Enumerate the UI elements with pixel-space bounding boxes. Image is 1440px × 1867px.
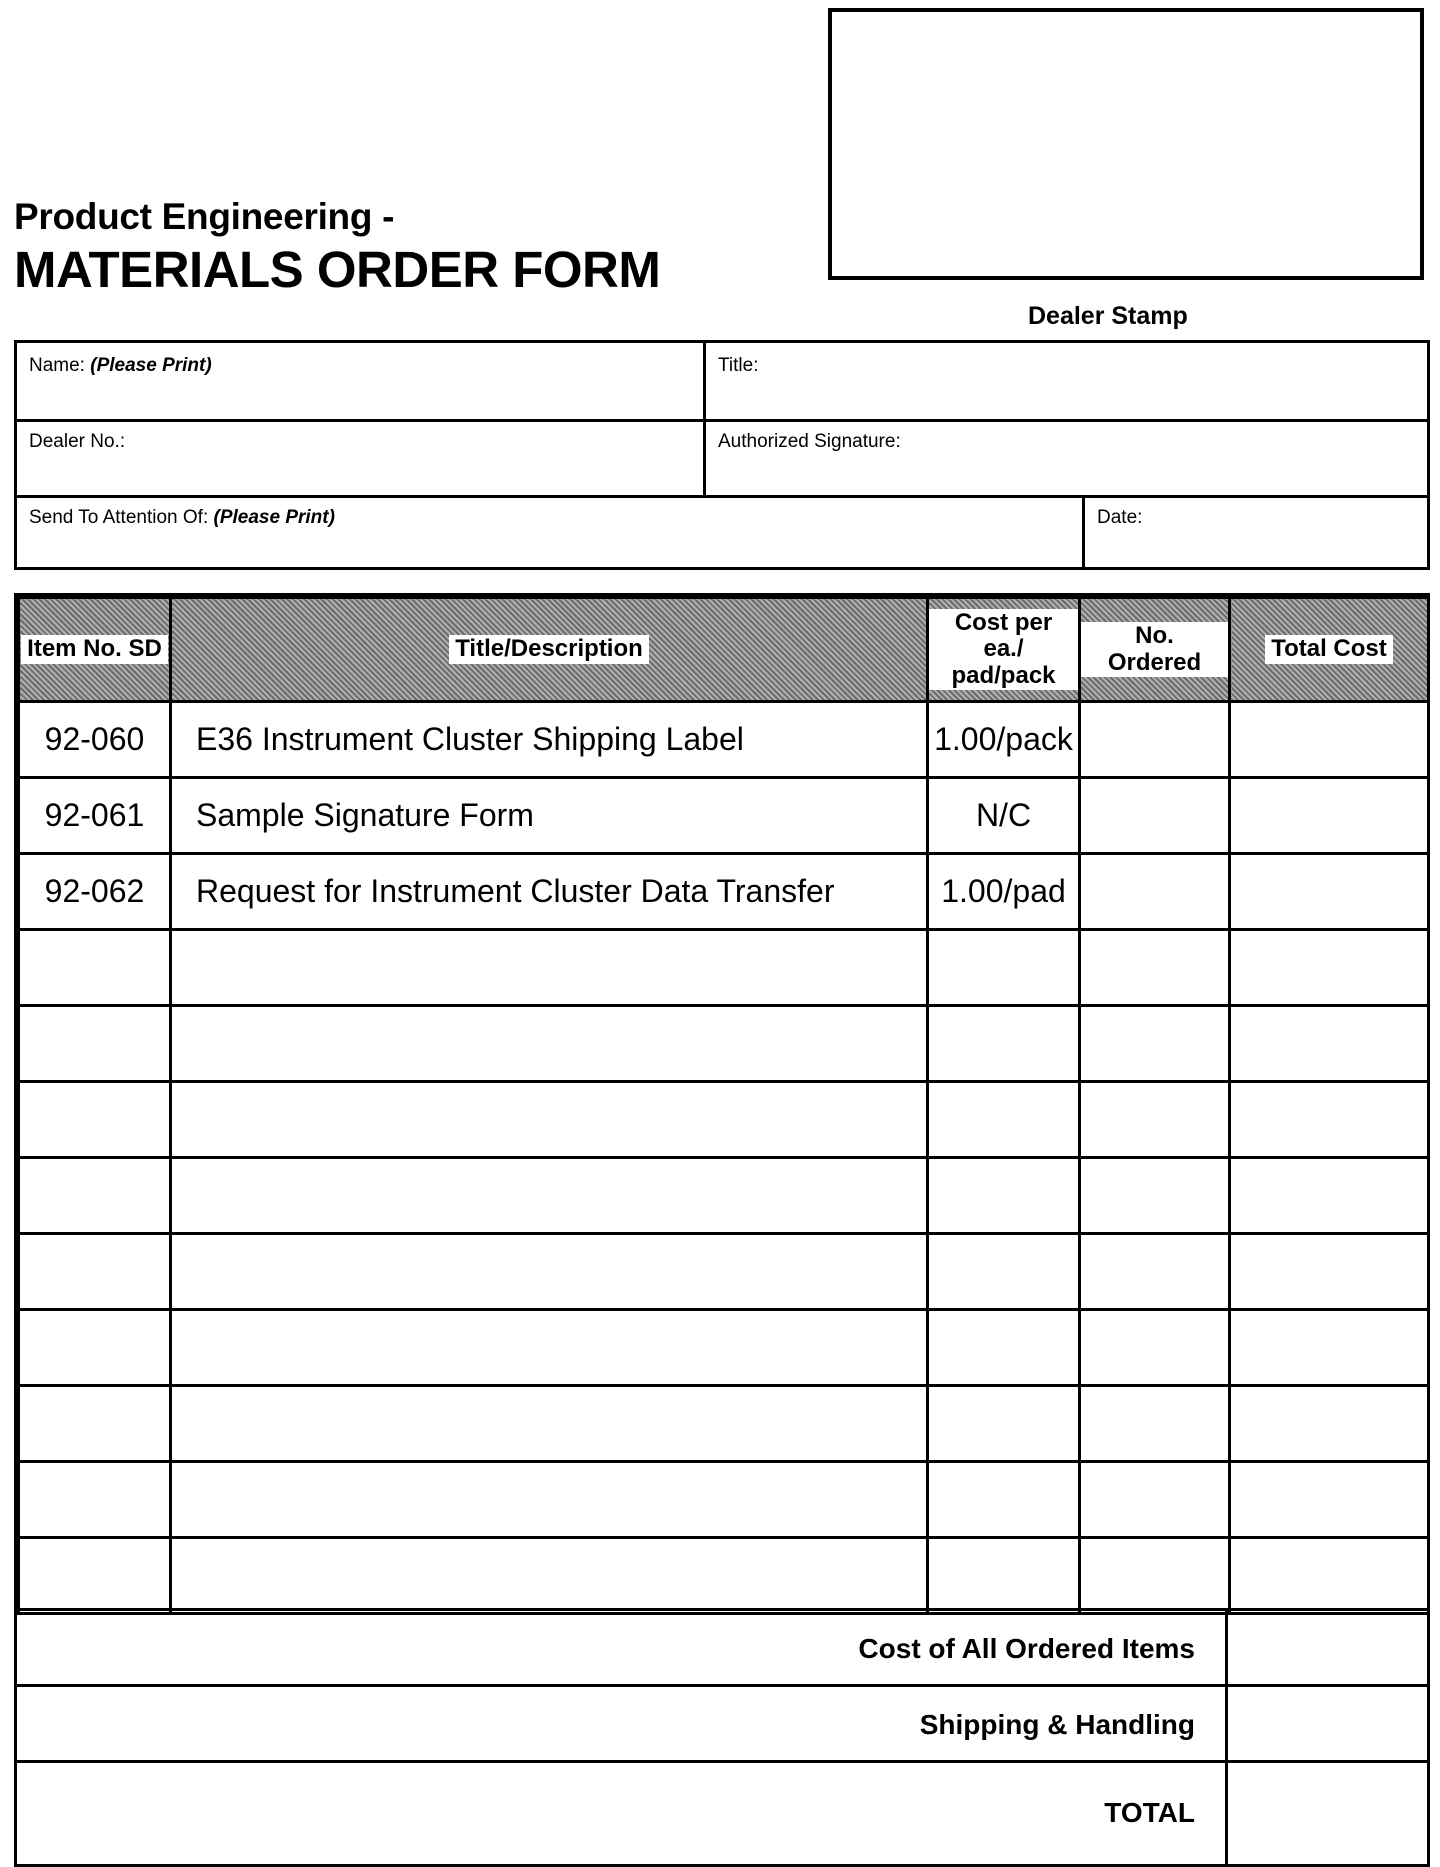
table-row [19,1462,1429,1538]
total-cost-cell[interactable] [1230,1006,1429,1082]
summary-total [17,1760,1427,1864]
authorized-signature-label: Authorized Signature: [718,431,901,452]
department-title: Product Engineering - [14,196,395,237]
no-ordered-cell[interactable] [1080,1538,1230,1614]
total-cost-cell[interactable] [1230,854,1429,930]
date-label: Date: [1097,507,1143,528]
total-cost-cell[interactable] [1230,1538,1429,1614]
total-label: TOTAL [1104,1797,1195,1828]
cost-cell: 1.00/pad [928,854,1080,930]
description-cell [171,1082,928,1158]
description-cell: Sample Signature Form [171,778,928,854]
attention-hint: (Please Print) [213,507,335,528]
header-item-no: Item No. SD [19,598,171,702]
no-ordered-cell[interactable] [1080,1234,1230,1310]
item-number-cell [19,1082,171,1158]
description-cell: E36 Instrument Cluster Shipping Label [171,702,928,778]
description-cell [171,1538,928,1614]
summary-shipping [17,1684,1427,1760]
item-number-cell [19,1386,171,1462]
total-cost-cell[interactable] [1230,702,1429,778]
cost-cell [928,1082,1080,1158]
table-row [19,778,1429,854]
header-cost: Cost per ea./ pad/pack [928,598,1080,702]
attention-field[interactable] [17,495,1082,567]
authorized-signature-field[interactable] [703,419,1427,495]
item-number-cell: 92-060 [19,702,171,778]
cost-cell [928,1386,1080,1462]
header-no-ordered: No. Ordered [1080,598,1230,702]
total-cost-cell[interactable] [1230,778,1429,854]
contact-info-section [14,340,1430,570]
title-field[interactable] [703,343,1427,419]
description-cell [171,1310,928,1386]
total-cost-cell[interactable] [1230,930,1429,1006]
no-ordered-cell[interactable] [1080,930,1230,1006]
title-label: Title: [718,355,759,376]
item-number-cell [19,930,171,1006]
no-ordered-cell[interactable] [1080,1082,1230,1158]
cost-cell [928,930,1080,1006]
item-number-cell [19,1158,171,1234]
no-ordered-cell[interactable] [1080,778,1230,854]
shipping-value-cell[interactable] [1225,1687,1228,1760]
no-ordered-cell[interactable] [1080,1310,1230,1386]
table-row [19,1006,1429,1082]
cost-cell [928,1538,1080,1614]
cost-cell [928,1234,1080,1310]
info-row-name [17,343,1427,422]
cost-cell [928,1462,1080,1538]
no-ordered-cell[interactable] [1080,854,1230,930]
order-items-table [14,593,1430,1867]
item-number-cell [19,1310,171,1386]
description-cell [171,1158,928,1234]
dealer-number-field[interactable] [17,419,703,495]
dealer-stamp-label: Dealer Stamp [1028,302,1188,330]
total-cost-cell[interactable] [1230,1310,1429,1386]
form-title [14,196,660,299]
attention-label: Send To Attention Of: [29,507,209,528]
total-cost-cell[interactable] [1230,1386,1429,1462]
header-total-cost: Total Cost [1230,598,1429,702]
cost-cell: 1.00/pack [928,702,1080,778]
dealer-number-label: Dealer No.: [29,431,126,452]
description-cell [171,1006,928,1082]
name-hint: (Please Print) [90,355,212,376]
form-heading: MATERIALS ORDER FORM [14,241,661,298]
total-cost-cell[interactable] [1230,1082,1429,1158]
description-cell: Request for Instrument Cluster Data Transfer [171,854,928,930]
dealer-stamp-box [828,8,1424,280]
info-row-dealer [17,419,1427,498]
table-row [19,1158,1429,1234]
table-row [19,854,1429,930]
no-ordered-cell[interactable] [1080,1006,1230,1082]
table-row [19,702,1429,778]
table-header-row [19,598,1429,702]
cost-cell: N/C [928,778,1080,854]
summary-cost-all [17,1608,1427,1684]
description-cell [171,930,928,1006]
table-row [19,930,1429,1006]
item-number-cell: 92-062 [19,854,171,930]
cost-cell [928,1158,1080,1234]
shipping-label: Shipping & Handling [919,1709,1195,1740]
cost-all-label: Cost of All Ordered Items [858,1633,1195,1664]
no-ordered-cell[interactable] [1080,1462,1230,1538]
date-field[interactable] [1082,495,1427,567]
total-cost-cell[interactable] [1230,1158,1429,1234]
name-field[interactable] [17,343,703,419]
total-value-cell[interactable] [1225,1763,1228,1864]
table-row [19,1538,1429,1614]
cost-cell [928,1006,1080,1082]
description-cell [171,1386,928,1462]
item-number-cell [19,1006,171,1082]
total-cost-cell[interactable] [1230,1234,1429,1310]
table-row [19,1310,1429,1386]
info-row-attention [17,495,1427,567]
description-cell [171,1462,928,1538]
name-label: Name: [29,355,85,376]
item-number-cell [19,1538,171,1614]
cost-all-value-cell[interactable] [1225,1611,1228,1684]
description-cell [171,1234,928,1310]
cost-cell [928,1310,1080,1386]
no-ordered-cell[interactable] [1080,1158,1230,1234]
table-row [19,1234,1429,1310]
table-row [19,1082,1429,1158]
no-ordered-cell[interactable] [1080,1386,1230,1462]
items-grid [17,596,1430,1615]
item-number-cell [19,1462,171,1538]
no-ordered-cell[interactable] [1080,702,1230,778]
total-cost-cell[interactable] [1230,1462,1429,1538]
header-description: Title/Description [171,598,928,702]
item-number-cell: 92-061 [19,778,171,854]
item-number-cell [19,1234,171,1310]
table-row [19,1386,1429,1462]
